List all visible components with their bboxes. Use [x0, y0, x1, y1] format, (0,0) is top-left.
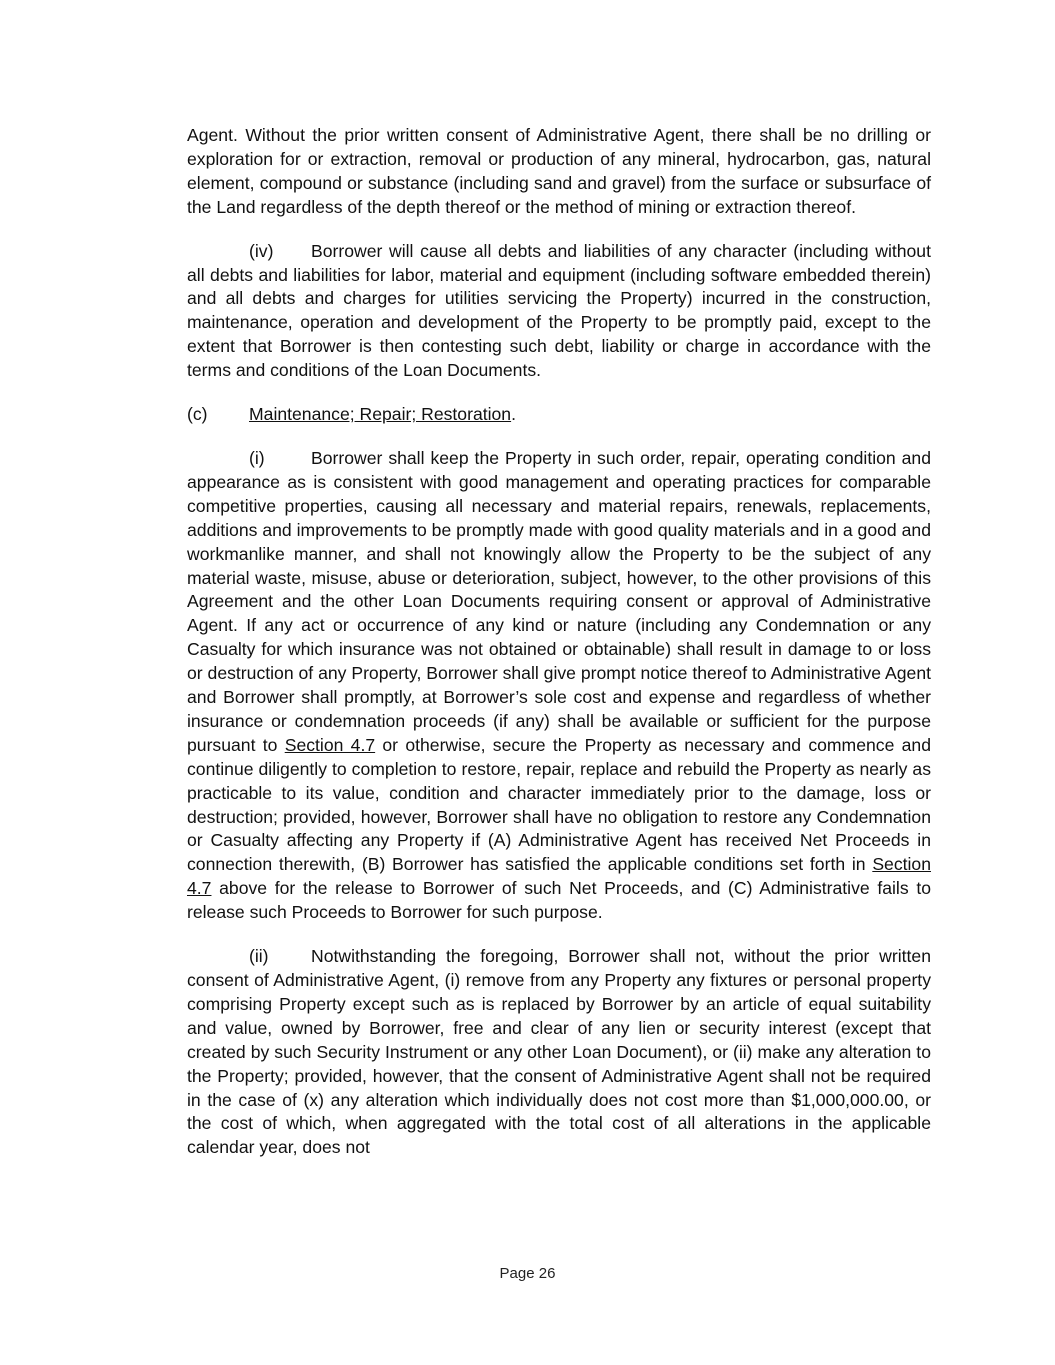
paragraph-number: (iv): [249, 240, 274, 261]
paragraph-i: [187, 447, 931, 925]
document-body: [187, 124, 931, 1180]
paragraph-text: Borrower shall keep the Property in such order, repair, operating condition and appearance as is consistent with good management and operating practices for comparable competitive properties, causing all necessary and material repairs, renewals, replacements, additions and improvements to be promptly made with good quality materials and in a good and workmanlike manner, and shall not knowingly allow the Property to be the subject of any material waste, misuse, abuse or deterioration, subject, however, to the other provisions of this Agreement and the other Loan Documents requiring consent or approval of Administrative Agent. If any act or occurrence of any kind or nature (including any Condemnation or any Casualty for which insurance was not obtained or obtainable) shall result in damage to or loss or destruction of any Property, Borrower shall give prompt notice thereof to Administrative Agent and Borrower shall promptly, at Borrower’s sole cost and expense and regardless of whether insurance or condemnation proceeds (if any) shall be available or sufficient for the purpose pursuant to: [187, 447, 931, 755]
paragraph-iv: [187, 240, 931, 383]
paragraph-text: Borrower will cause all debts and liabilities of any character (including without all debts and liabilities for labor, material and equipment (including software embedded therein) and all debts and charges for utilities servicing the Property) incurred in the construction, maintenance, operation and development of the Property to be promptly paid, except to the extent that Borrower is then contesting such debt, liability or charge in accordance with the terms and conditions of the Loan Documents.: [187, 240, 931, 381]
section-title: Maintenance; Repair; Restoration: [249, 404, 512, 425]
paragraph-text: Agent. Without the prior written consent of Administrative Agent, there shall be no drilling or exploration for or extraction, removal or production of any mineral, hydrocarbon, gas, natural element, compound or substance (including sand and gravel) from the surface or subsurface of the Land regardless of the depth thereof or the method of mining or extraction thereof.: [187, 125, 931, 217]
paragraph-number: (i): [249, 447, 265, 468]
section-heading-c: [187, 403, 931, 427]
page-number-footer: [0, 1265, 1055, 1282]
section-number: (c): [187, 404, 208, 425]
paragraph-ii: [187, 945, 931, 1160]
page-number: Page 26: [499, 1265, 556, 1282]
paragraph-text: above for the release to Borrower of such Net Proceeds, and (C) Administrative fails to release such Proceeds to Borrower for such purpose.: [187, 878, 931, 923]
paragraph-text: or otherwise, secure the Property as necessary and commence and continue diligently to completion to restore, repair, replace and rebuild the Property as nearly as practicable to its value, condition and character immediately prior to the damage, loss or destruction; provided, however, Borrower shall have no obligation to restore any Condemnation or Casualty affecting any Property if (A) Administrative Agent has received Net Proceeds in connection therewith, (B) Borrower has satisfied the applicable conditions set forth in: [187, 734, 931, 875]
paragraph-continuation: [187, 124, 931, 220]
section-reference: Section 4.7: [187, 854, 931, 899]
section-reference: Section 4.7: [284, 734, 376, 755]
paragraph-text: Notwithstanding the foregoing, Borrower shall not, without the prior written consent of Administrative Agent, (i) remove from any Property any fixtures or personal property comprising Property except such as is replaced by Borrower by an article of equal suitability and value, owned by Borrower, free and clear of any lien or security interest (except that created by such Security Instrument or any other Loan Document), or (ii) make any alteration to the Property; provided, however, that the consent of Administrative Agent shall not be required in the case of (x) any alteration which individually does not cost more than $1,000,000.00, or the cost of which, when aggregated with the total cost of all alterations in the applicable calendar year, does not: [187, 946, 931, 1158]
section-title-punct: .: [511, 404, 516, 425]
paragraph-number: (ii): [249, 946, 269, 967]
